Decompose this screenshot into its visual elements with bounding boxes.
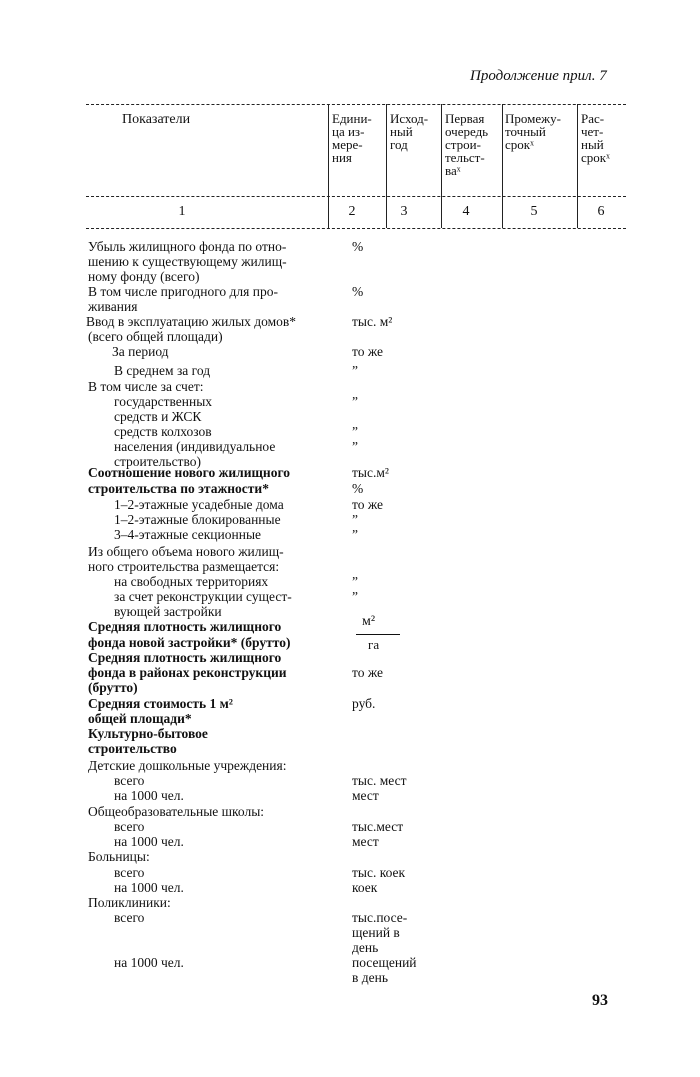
col-number-1: 1	[178, 204, 186, 219]
row-unit: то же	[352, 497, 383, 512]
row-label: (брутто)	[88, 680, 138, 695]
col-number-2: 2	[348, 204, 356, 219]
row-label: Культурно-бытовое	[88, 726, 208, 741]
density-unit-numerator: м²	[362, 614, 376, 629]
row-unit: %	[352, 481, 364, 496]
row-label: 1–2-этажные блокированные	[114, 512, 281, 527]
row-unit: %	[352, 284, 364, 299]
row-label: шению к существующему жилищ-	[88, 254, 287, 269]
row-unit: тыс.м²	[352, 465, 389, 480]
row-unit: тыс.посе-	[352, 910, 408, 925]
row-label: Средняя плотность жилищного	[88, 650, 282, 665]
row-label: 3–4-этажные секционные	[114, 527, 262, 542]
row-label: на 1000 чел.	[114, 788, 184, 803]
row-unit: в день	[352, 970, 388, 985]
row-unit: тыс. мест	[352, 773, 407, 788]
row-label: Средняя плотность жилищного	[88, 619, 282, 634]
row-unit: тыс. коек	[352, 865, 406, 880]
row-label: ного строительства размещается:	[88, 559, 280, 574]
row-label: общей площади*	[88, 711, 192, 726]
row-label: всего	[114, 910, 145, 925]
row-label: строительства по этажности*	[88, 481, 269, 496]
col-number-5: 5	[530, 204, 538, 219]
row-label: строительство)	[114, 454, 201, 469]
row-unit: мест	[352, 788, 379, 803]
row-label: (всего общей площади)	[88, 329, 223, 344]
row-label: В том числе пригодного для про-	[88, 284, 278, 299]
row-label: Детские дошкольные учреждения:	[88, 758, 287, 773]
row-label: Поликлиники:	[88, 895, 171, 910]
col-header-first-stage: Первая очередь строи- тельст- ваˣ	[445, 111, 489, 178]
row-unit: ”	[352, 574, 358, 589]
col-header-unit: Едини- ца из- мере- ния	[332, 111, 372, 165]
density-unit-denominator: га	[368, 637, 380, 652]
row-unit: ”	[352, 363, 358, 378]
col-header-design-term: Рас- чет- ный срокˣ	[581, 111, 610, 165]
row-unit: %	[352, 239, 364, 254]
col-header-indicators: Показатели	[122, 112, 191, 127]
col-header-interim-term: Промежу- точный срокˣ	[505, 111, 561, 152]
row-label: строительство	[88, 741, 177, 756]
col-number-4: 4	[462, 204, 470, 219]
row-label: на свободных территориях	[114, 574, 269, 589]
row-unit: ”	[352, 394, 358, 409]
row-label: Больницы:	[88, 849, 150, 864]
row-label: государственных	[114, 394, 213, 409]
row-label: на 1000 чел.	[114, 880, 184, 895]
row-unit: посещений	[352, 955, 417, 970]
row-label: всего	[114, 773, 145, 788]
row-unit: ”	[352, 512, 358, 527]
row-label: Ввод в эксплуатацию жилых домов*	[86, 314, 297, 329]
row-unit: день	[352, 940, 379, 955]
row-unit: ”	[352, 424, 358, 439]
row-unit: ”	[352, 527, 358, 542]
row-label: за счет реконструкции сущест-	[114, 589, 292, 604]
col-number-6: 6	[597, 204, 605, 219]
row-label: ному фонду (всего)	[88, 269, 200, 284]
col-number-3: 3	[400, 204, 408, 219]
row-label: Средняя стоимость 1 м²	[88, 696, 233, 711]
row-label: фонда в районах реконструкции	[88, 665, 287, 680]
row-unit: то же	[352, 665, 383, 680]
row-label: живания	[88, 299, 138, 314]
row-label: В среднем за год	[114, 363, 211, 378]
density-unit-fraction-bar	[356, 634, 400, 635]
page-number: 93	[592, 992, 608, 1009]
row-label: всего	[114, 819, 145, 834]
row-unit: тыс.мест	[352, 819, 404, 834]
row-label: 1–2-этажные усадебные дома	[114, 497, 284, 512]
row-label: Из общего объема нового жилищ-	[88, 544, 284, 559]
row-label: населения (индивидуальное	[114, 439, 276, 454]
row-unit: ”	[352, 589, 358, 604]
row-label: В том числе за счет:	[88, 379, 204, 394]
row-unit: щений в	[352, 925, 400, 940]
row-label: на 1000 чел.	[114, 955, 184, 970]
row-label: За период	[112, 344, 169, 359]
row-label: Общеобразовательные школы:	[88, 804, 265, 819]
row-unit: ”	[352, 439, 358, 454]
row-label: на 1000 чел.	[114, 834, 184, 849]
row-label: Соотношение нового жилищного	[88, 465, 290, 480]
row-unit: мест	[352, 834, 379, 849]
row-unit: то же	[352, 344, 383, 359]
row-label: всего	[114, 865, 145, 880]
col-header-base-year: Исход- ный год	[390, 111, 429, 152]
running-head: Продолжение прил. 7	[470, 68, 607, 84]
row-label: фонда новой застройки* (брутто)	[88, 635, 291, 650]
row-label: средств колхозов	[114, 424, 212, 439]
row-unit: коек	[352, 880, 378, 895]
row-unit: тыс. м²	[352, 314, 393, 329]
row-label: вующей застройки	[114, 604, 222, 619]
row-unit: руб.	[352, 696, 376, 711]
row-label: средств и ЖСК	[114, 409, 202, 424]
row-label: Убыль жилищного фонда по отно-	[88, 239, 287, 254]
